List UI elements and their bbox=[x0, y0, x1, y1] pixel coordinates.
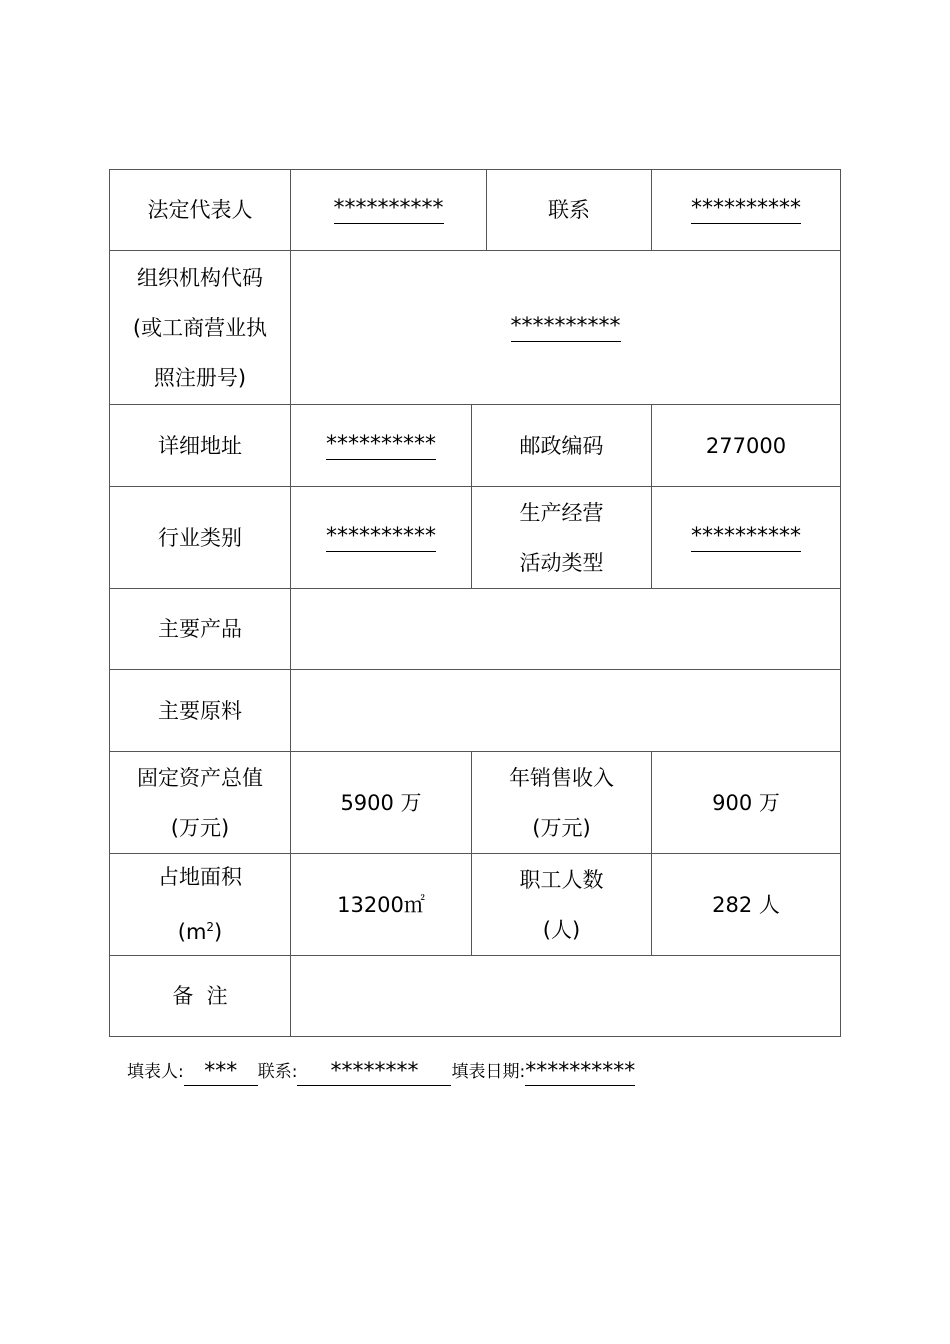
org-code-label-line1: 组织机构代码 bbox=[137, 265, 263, 290]
industry-value bbox=[290, 486, 472, 589]
industry-label bbox=[109, 486, 291, 589]
activity-label bbox=[471, 486, 652, 589]
products-label-text: 主要产品 bbox=[158, 617, 242, 641]
area-label-line1: 占地面积 bbox=[158, 865, 242, 889]
postal-value-text: 277000 bbox=[705, 433, 787, 458]
contact-value bbox=[651, 169, 841, 251]
products-value bbox=[290, 588, 841, 670]
postal-label-text: 邮政编码 bbox=[519, 433, 604, 458]
legal-rep-label-text: 法定代表人 bbox=[147, 198, 253, 222]
legal-rep-value bbox=[290, 169, 487, 251]
assets-label-line1: 固定资产总值 bbox=[137, 765, 263, 790]
activity-value-text: ********** bbox=[691, 524, 801, 552]
filler-value bbox=[184, 1059, 258, 1086]
footer-contact-value-text: ******** bbox=[330, 1059, 419, 1084]
assets-value bbox=[290, 751, 472, 854]
form-footer bbox=[127, 1058, 635, 1086]
filler-value-text: *** bbox=[204, 1059, 238, 1084]
sales-value-text: 900 万 bbox=[712, 790, 780, 815]
address-value bbox=[290, 404, 472, 487]
activity-label-line1: 生产经营 bbox=[519, 500, 604, 525]
legal-rep-label bbox=[109, 169, 291, 251]
legal-rep-value-text: ********** bbox=[334, 196, 444, 224]
remarks-label bbox=[109, 955, 291, 1037]
footer-contact-value bbox=[297, 1059, 451, 1086]
postal-label bbox=[471, 404, 652, 487]
materials-label bbox=[109, 669, 291, 752]
postal-value bbox=[651, 404, 841, 487]
org-code-label bbox=[109, 250, 291, 405]
filler-label: 填表人: bbox=[127, 1062, 184, 1082]
sales-label-line2: (万元) bbox=[532, 815, 591, 840]
date-value-text: ********** bbox=[525, 1059, 636, 1084]
industry-label-text: 行业类别 bbox=[158, 525, 242, 550]
activity-label-line2: 活动类型 bbox=[519, 550, 604, 575]
staff-value bbox=[651, 853, 841, 956]
address-label-text: 详细地址 bbox=[158, 433, 242, 458]
area-label-line2: $(m^2)$ bbox=[177, 920, 223, 944]
contact-label bbox=[486, 169, 652, 251]
sales-label bbox=[471, 751, 652, 854]
staff-label-line1: 职工人数 bbox=[519, 867, 604, 892]
materials-label-text: 主要原料 bbox=[158, 698, 242, 723]
sales-label-line1: 年销售收入 bbox=[509, 765, 614, 790]
assets-label bbox=[109, 751, 291, 854]
footer-contact-label: 联系: bbox=[257, 1062, 298, 1082]
staff-label bbox=[471, 853, 652, 956]
remarks-label-text: 备 注 bbox=[172, 984, 228, 1008]
assets-label-line2: (万元) bbox=[170, 815, 230, 840]
products-label bbox=[109, 588, 291, 670]
contact-label-text: 联系 bbox=[548, 198, 590, 222]
staff-label-line2: (人) bbox=[542, 917, 581, 942]
materials-value bbox=[290, 669, 841, 752]
date-value bbox=[525, 1059, 635, 1086]
remarks-value bbox=[290, 955, 841, 1037]
area-label bbox=[109, 853, 291, 956]
industry-value-text: ********** bbox=[326, 524, 436, 552]
assets-value-text: 5900 万 bbox=[340, 790, 422, 815]
staff-value-text: 282 人 bbox=[712, 892, 780, 917]
org-code-label-line3: 照注册号) bbox=[153, 365, 247, 390]
address-value-text: ********** bbox=[326, 432, 436, 460]
contact-value-text: ********** bbox=[691, 196, 801, 224]
activity-value bbox=[651, 486, 841, 589]
sales-value bbox=[651, 751, 841, 854]
area-value-text: 13200㎡ bbox=[337, 892, 425, 917]
org-code-value bbox=[290, 250, 841, 405]
org-code-value-text: ********** bbox=[511, 314, 621, 342]
date-label: 填表日期: bbox=[451, 1062, 526, 1082]
area-value bbox=[290, 853, 472, 956]
org-code-label-line2: (或工商营业执 bbox=[132, 315, 268, 340]
address-label bbox=[109, 404, 291, 487]
